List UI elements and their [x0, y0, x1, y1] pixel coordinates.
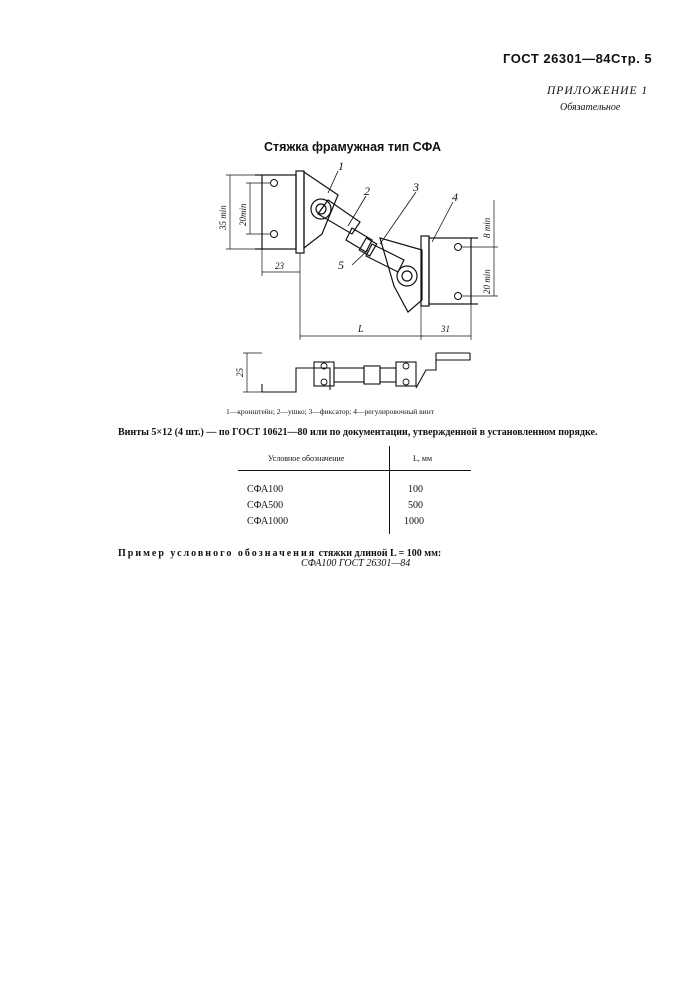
bottom-view-right-bracket	[416, 353, 470, 388]
designation-table	[238, 446, 471, 534]
table-row-name: СФА1000	[247, 516, 289, 527]
example-text: стяжки длиной L = 100 мм:	[316, 548, 442, 559]
dim-20-left: 20min	[238, 203, 248, 226]
table-row-name: СФА500	[247, 500, 284, 511]
callout-3: 3	[413, 180, 419, 194]
dim-35: 35 min	[218, 205, 228, 230]
bottom-view-right-eye	[396, 362, 416, 386]
example-designation: СФА100 ГОСТ 26301—84	[301, 558, 411, 569]
adjusting-screw	[366, 244, 404, 272]
parts-legend: 1—кронштейн; 2—ушко; 3—фиксатор; 4—регулировочный винт	[226, 407, 434, 416]
fixator-body	[346, 228, 372, 252]
screws-note: Винты 5×12 (4 шт.) — по ГОСТ 10621—80 или по документации, утвержденной в установленном порядке.	[118, 427, 598, 438]
dim-25: 25	[235, 368, 245, 377]
technical-drawing	[0, 0, 700, 420]
dim-31: 31	[441, 324, 450, 334]
right-eye	[397, 266, 417, 286]
callout-1: 1	[338, 159, 344, 173]
table-row-value: 100	[408, 484, 423, 495]
left-bracket-plate	[262, 175, 296, 249]
table-header-designation: Условное обозначение	[268, 454, 345, 463]
drawing-title: Стяжка фрамужная тип СФА	[264, 140, 442, 154]
right-bracket-plate	[429, 238, 471, 304]
standard-number: ГОСТ 26301—84	[503, 51, 612, 66]
appendix-status: Обязательное	[560, 102, 621, 113]
page-number: Стр. 5	[611, 51, 653, 66]
bottom-view-fixator	[364, 366, 380, 384]
dim-20-right: 20 min	[482, 269, 492, 294]
table-header-length: L, мм	[413, 454, 433, 463]
dim-L: L	[358, 324, 364, 335]
table-row-value: 1000	[404, 516, 424, 527]
bottom-view-left-eye	[314, 362, 334, 386]
callout-4: 4	[452, 190, 458, 204]
bottom-view-left-bracket	[262, 368, 330, 392]
right-bracket-arm	[380, 238, 422, 312]
appendix-title: ПРИЛОЖЕНИЕ 1	[547, 85, 649, 97]
dim-23: 23	[275, 261, 284, 271]
table-row-value: 500	[408, 500, 423, 511]
left-bracket-flange	[296, 171, 304, 253]
callout-2: 2	[364, 184, 370, 198]
callout-5: 5	[338, 258, 344, 272]
table-row-name: СФА100	[247, 484, 284, 495]
dim-8: 8 min	[482, 217, 492, 238]
example-prefix: Пример условного обозначения	[118, 548, 317, 559]
